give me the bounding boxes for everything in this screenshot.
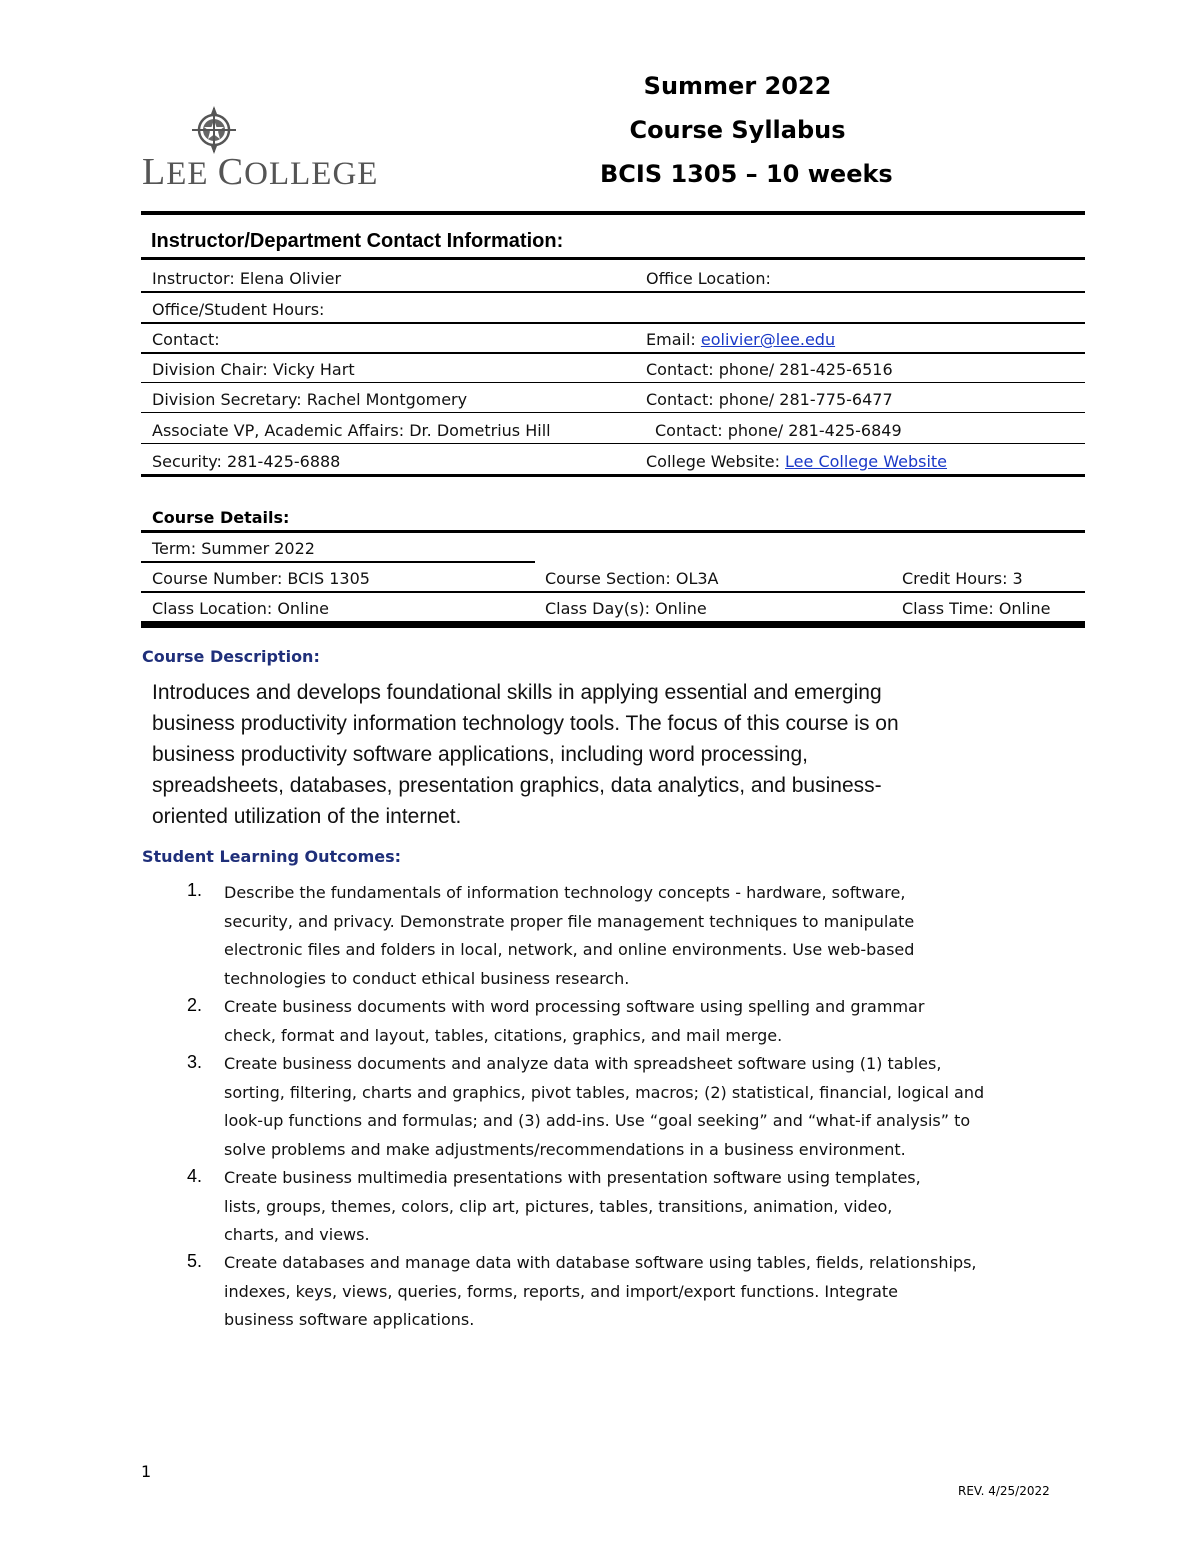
- class-location-label: Class Location: Online: [152, 599, 329, 618]
- outcome-item: [224, 1164, 1054, 1250]
- description-line: spreadsheets, databases, presentation graphics, data analytics, and business-: [152, 774, 882, 797]
- divider: [141, 257, 1085, 260]
- office-hours-label: Office/Student Hours:: [152, 300, 325, 319]
- description-line: oriented utilization of the internet.: [152, 805, 462, 828]
- divider: [141, 382, 1085, 383]
- email-field: Email: eolivier@lee.edu: [646, 330, 836, 349]
- description-line: business productivity information technology tools. The focus of this course is on: [152, 712, 899, 735]
- course-number-label: Course Number: BCIS 1305: [152, 569, 370, 588]
- division-secretary-contact: Contact: phone/ 281-775-6477: [646, 390, 893, 409]
- outcome-line: security, and privacy. Demonstrate proper file management techniques to manipulate: [224, 911, 915, 931]
- divider: [141, 443, 1085, 444]
- outcome-number: 3.: [187, 1052, 203, 1072]
- term-label: Term: Summer 2022: [152, 539, 315, 558]
- divider: [141, 291, 1085, 293]
- outcome-line: business software applications.: [224, 1310, 475, 1329]
- instructor-label: Instructor: Elena Olivier: [152, 269, 342, 288]
- outcome-number: 2.: [187, 995, 203, 1015]
- division-chair-contact: Contact: phone/ 281-425-6516: [646, 360, 893, 379]
- division-secretary-label: Division Secretary: Rachel Montgomery: [152, 390, 468, 409]
- document-title: Course Syllabus: [629, 116, 846, 144]
- revision-date: REV. 4/25/2022: [958, 1484, 1050, 1498]
- learning-outcomes-heading: Student Learning Outcomes:: [142, 847, 402, 866]
- outcome-item: [224, 1050, 1054, 1164]
- outcome-item: [224, 993, 1054, 1050]
- outcome-line: Create business documents and analyze data with spreadsheet software using (1) tables,: [224, 1054, 942, 1073]
- outcome-line: technologies to conduct ethical business research.: [224, 968, 630, 988]
- divider: [141, 211, 1085, 215]
- description-line: Introduces and develops foundational skills in applying essential and emerging: [152, 681, 882, 704]
- outcome-number: 5.: [187, 1251, 203, 1271]
- outcome-line: charts, and views.: [224, 1225, 370, 1244]
- logo-wordmark: LEE COLLEGE: [142, 151, 379, 193]
- outcome-line: Create business documents with word processing software using spelling and grammar: [224, 997, 925, 1016]
- email-link[interactable]: eolivier@lee.edu: [700, 330, 836, 349]
- outcome-item: [224, 1249, 1054, 1335]
- college-website-link[interactable]: Lee College Website: [785, 452, 948, 471]
- office-location-label: Office Location:: [646, 269, 771, 288]
- outcome-line: check, format and layout, tables, citations, graphics, and mail merge.: [224, 1025, 783, 1045]
- outcome-line: solve problems and make adjustments/recommendations in a business environment.: [224, 1139, 906, 1159]
- course-description-heading: Course Description:: [142, 647, 320, 666]
- contact-heading: Instructor/Department Contact Information:: [151, 230, 564, 252]
- divider: [141, 352, 1085, 354]
- outcome-line: electronic files and folders in local, network, and online environments. Use web-based: [224, 940, 915, 959]
- outcome-line: Describe the fundamentals of information technology concepts - hardware, software,: [224, 883, 906, 902]
- outcome-line: look-up functions and formulas; and (3) add-ins. Use “goal seeking” and “what-if analysis” to: [224, 1111, 971, 1130]
- class-days-label: Class Day(s): Online: [545, 599, 707, 618]
- divider: [141, 322, 1085, 324]
- outcome-number: 1.: [187, 880, 203, 900]
- associate-vp-contact: Contact: phone/ 281-425-6849: [655, 421, 902, 440]
- star-compass-icon: [192, 106, 236, 154]
- divider: [141, 474, 1085, 477]
- divider: [141, 561, 535, 563]
- page-number: 1: [141, 1462, 152, 1481]
- course-description-text: [152, 677, 1012, 832]
- college-website-field: College Website: Lee College Website: [646, 452, 948, 471]
- outcome-line: lists, groups, themes, colors, clip art, pictures, tables, transitions, animation, video,: [224, 1196, 893, 1216]
- course-title: BCIS 1305 – 10 weeks: [600, 160, 893, 188]
- credit-hours-label: Credit Hours: 3: [902, 569, 1023, 588]
- outcome-line: indexes, keys, views, queries, forms, reports, and import/export functions. Integrate: [224, 1281, 899, 1301]
- divider: [141, 591, 1085, 593]
- outcome-item: [224, 879, 1054, 993]
- divider: [141, 530, 1085, 533]
- class-time-label: Class Time: Online: [902, 599, 1051, 618]
- course-details-heading: Course Details:: [152, 508, 290, 527]
- division-chair-label: Division Chair: Vicky Hart: [152, 360, 355, 379]
- outcome-line: Create business multimedia presentations with presentation software using templates,: [224, 1168, 921, 1187]
- outcome-number: 4.: [187, 1166, 203, 1186]
- outcome-line: Create databases and manage data with database software using tables, fields, relationships,: [224, 1253, 977, 1272]
- contact-label: Contact:: [152, 330, 220, 349]
- divider: [141, 621, 1085, 628]
- divider: [141, 412, 1085, 413]
- term-title: Summer 2022: [643, 72, 832, 100]
- course-section-label: Course Section: OL3A: [545, 569, 719, 588]
- outcome-line: sorting, filtering, charts and graphics, pivot tables, macros; (2) statistical, financial, logical and: [224, 1082, 985, 1102]
- description-line: business productivity software applications, including word processing,: [152, 743, 809, 766]
- associate-vp-label: Associate VP, Academic Affairs: Dr. Dometrius Hill: [152, 421, 551, 440]
- security-label: Security: 281-425-6888: [152, 452, 341, 471]
